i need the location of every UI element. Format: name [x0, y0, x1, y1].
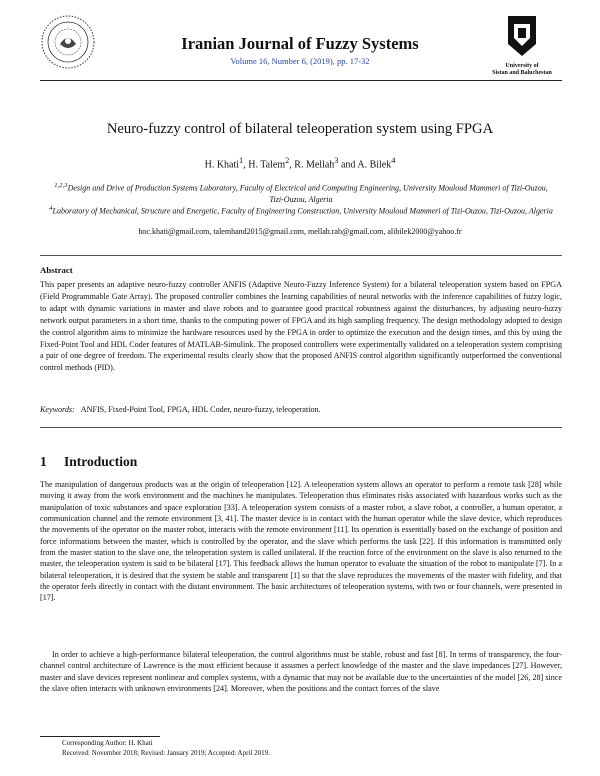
author-name: A. Bilek — [357, 159, 392, 171]
author-sup: 3 — [334, 156, 339, 165]
university-logo — [482, 14, 562, 78]
footnote-rule — [40, 736, 160, 737]
author-separator: and — [338, 159, 358, 171]
abstract-top-rule — [40, 255, 562, 256]
section-number: 1 — [40, 454, 47, 469]
author-name: R. Mellah — [294, 159, 335, 171]
keywords-text: ANFIS, Fixed-Point Tool, FPGA, HDL Coder, neuro-fuzzy, teleoperation. — [80, 405, 321, 414]
intro-paragraph-2: In order to achieve a high-performance bilateral teleoperation, the control algorithms must be stable, robust and fast [8]. In terms of transparency, the four-channel control architecture of Lawrence is the most efficient because it assumes a perfect knowledge of the master and the slave impedances [27]. However, master and slave devices represent nonlinear and complex systems, with a dynamic that may not be available due to the uncertainties of the model [26, 28] since the slave often interacts with unknown environments [24]. Moreover, when the positions and the contact forces of the slave — [40, 650, 562, 694]
author-name: H. Talem — [248, 159, 286, 171]
paper-title: Neuro-fuzzy control of bilateral teleoperation system using FPGA — [106, 121, 494, 137]
affiliation-1-sup: 1,2,3 — [54, 182, 68, 189]
university-caption-2: Sistan and Baluchestan — [492, 70, 552, 76]
footnote-dates: Received: November 2018; Revised: January 2019; Accepted: April 2019. — [62, 748, 270, 757]
section-title: Introduction — [64, 454, 138, 469]
author-emails[interactable]: hoc.khati@gmail.com, talemhand2015@gmail.com, mellah.rab@gmail.com, alibilek2000@yahoo.fr — [138, 227, 462, 236]
affiliation-2-sup: 4 — [49, 205, 53, 212]
affiliation-2 — [48, 203, 554, 217]
volume-line[interactable]: Volume 16, Number 6, (2019), pp. 17-32 — [230, 56, 370, 66]
affiliation-1-text: Design and Drive of Production Systems Laboratory, Faculty of Electrical and Computing Engineering, University Mouloud Mammeri of Tizi-Ouzou, Tizi-Ouzou, Algeria — [67, 183, 548, 205]
abstract-bottom-rule — [40, 427, 562, 428]
header-rule — [40, 80, 562, 81]
journal-title: Iranian Journal of Fuzzy Systems — [181, 34, 419, 53]
author-separator: , — [289, 159, 295, 171]
author-sup: 1 — [239, 156, 244, 165]
affiliation-1 — [48, 180, 554, 206]
footnote-corresponding: Corresponding Author: H. Khati — [62, 739, 153, 747]
keywords — [40, 405, 562, 414]
author-sup: 2 — [285, 156, 290, 165]
university-caption-1: University of — [505, 63, 539, 69]
intro-paragraph-1: The manipulation of dangerous products was at the origin of teleoperation [12]. A teleoperation system allows an operator to perform a remote task [28] while moving it away from the work environment and the machines he manipulates. Teleoperation thus eliminates risks associated with hazardous works such as the manipulation of toxic substances and space exploration [33]. A teleoperation system consists of a master robot, a slave robot, a controller, a human operator, a communication channel and the remote environment [3, 41]. The master device is in contact with the human operator while the slave device, which reproduces the movements of the operator on the master robot, interacts with the remote environment [11]. Its operation is essentially based on the exchange of position and force informations between the master, which is controlled by the operator, and the slave which performs the task [22]. If this information is transmitted only from the master station to the slave one, the teleoperation system is called unilateral. If the reaction force of the environment on the slave is also returned to the master, the teleoperation system is said to be bilateral [17]. This feedback allows the human operator to evaluate the situation of the robot to manipulate [7]. In a bilateral teleoperation, it is desired that the system be stable and transparent [1] so that the slave reproduces the movements of the master with fidelity, and that the operator feels directly in contact with the distant environment. The basic architectures of teleoperation systems, with two or four channels, were presented in [17]. — [40, 480, 562, 603]
footnote — [62, 739, 270, 758]
section-heading — [40, 454, 137, 470]
author-list — [0, 156, 600, 170]
author-separator: , — [243, 159, 249, 171]
author-sup: 4 — [391, 156, 396, 165]
author-name: H. Khati — [204, 159, 240, 171]
affiliation-2-text: Laboratory of Mechanical, Structure and Energetic, Faculty of Engineering Construction, University Mouloud Mammeri of Tizi-Ouzou, Tizi-Ouzou, Algeria — [52, 206, 553, 216]
abstract-text: This paper presents an adaptive neuro-fuzzy controller ANFIS (Adaptive Neuro-Fuzzy Inference System) for a bilateral teleoperation system based on FPGA (Field Programmable Gate Array). The proposed controller combines the learning capabilities of neural networks with the inference capabilities of fuzzy logic, to adapt with dynamic variations in master and slave robots and to guarantee good practical robustness against the disturbances, by adjusting neuro-fuzzy network output parameters in a short time, thanks to the computing power of FPGA and its high sampling frequency. The design methodology adopted to design the control algorithm aims to minimize the hardware resources used by the FPGA in order to optimize the execution and the design times, and this by using the Fixed-Point Tool and HDL Coder features of MATLAB-Simulink. The proposed controllers were experimentally validated on a teleoperation system comprising a pair of one degree of freedom. The experimental results clearly show that the proposed ANFIS control algorithm significantly outperformed the conventional control methods (PID). — [40, 280, 562, 373]
abstract-heading: Abstract — [40, 265, 73, 275]
university-emblem-icon — [504, 14, 540, 58]
keywords-label: Keywords: — [40, 405, 75, 414]
